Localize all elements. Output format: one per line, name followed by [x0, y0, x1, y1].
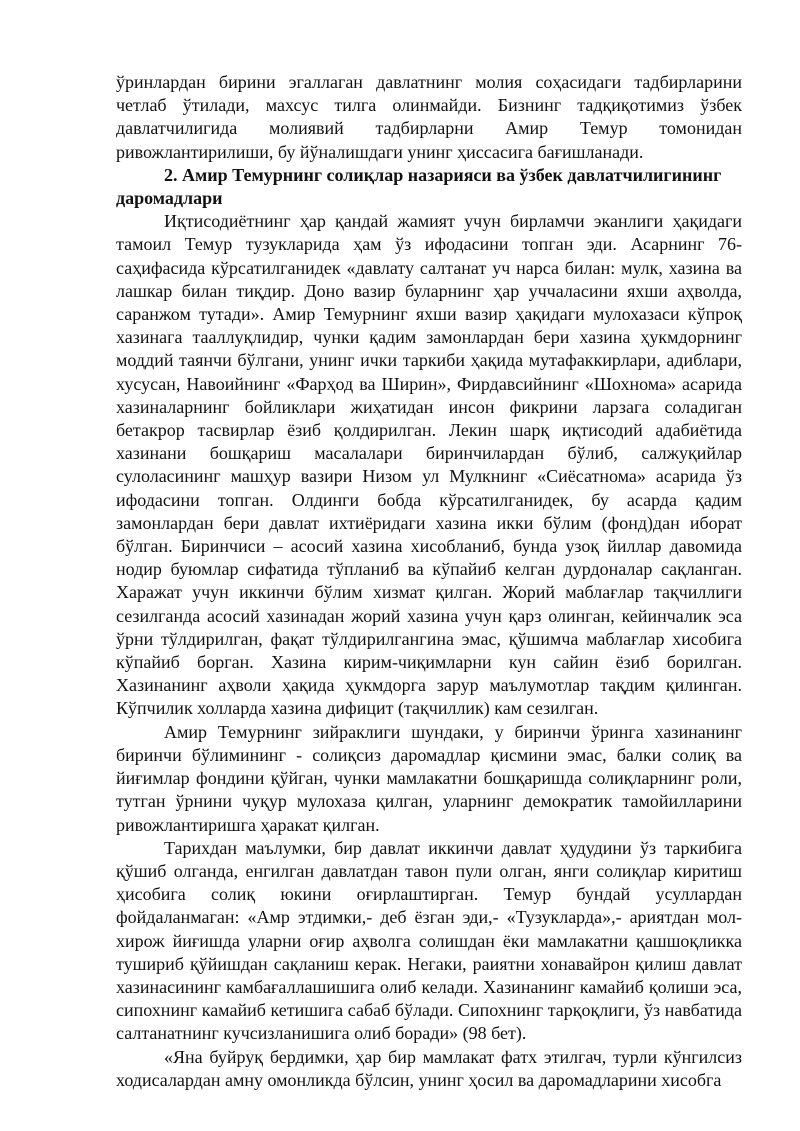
document-page: [116, 71, 742, 1092]
section-heading: 2. Амир Темурнинг солиқлар назарияси ва ўзбек давлатчилигининг даромадлари: [116, 164, 722, 209]
paragraph: Амир Темурнинг зийраклиги шундаки, у биринчи ўринга хазинанинг биринчи бўлимининг - солиқсиз даромадлар қисмини эмас, балки солиқ ва йиғимлар фондини қўйган, чунки мамлакатни бошқаришда солиқларнинг роли, тутган ўрнини чуқур мулохаза қилган, уларнинг демократик тамойилларини ривожлантиришга ҳаракат қилган.: [116, 721, 742, 835]
paragraph: Иқтисодиётнинг ҳар қандай жамият учун бирламчи эканлиги ҳақидаги тамоил Темур тузукларида ҳам ўз ифодасини топган эди. Асарнинг 76-саҳифасида кўрсатилганидек «давлату салтанат уч нарса билан: мулк, хазина ва лашкар билан тиқдир. Доно вазир буларнинг ҳар уччаласини яхши аҳволда, саранжом тутади». Амир Темурнинг яхши вазир ҳақидаги мулохазаси кўпроқ хазинага тааллуқлидир, чунки қадим замонлардан бери хазина ҳукмдорнинг моддий таянчи бўлгани, унинг ички таркиби ҳақида мутафаккирлари, адиблари, хусусан, Навоийнинг «Фарҳод ва Ширин», Фирдавсийнинг «Шохнома» асарида хазиналарнинг бойликлари жиҳатидан инсон фикрини ларзага соладиган бетакрор тасвирлар ёзиб қолдирилган. Лекин шарқ иқтисодий адабиётида хазинани бошқариш масалалари биринчилардан бўлиб, салжуқийлар сулоласининг машҳур вазири Низом ул Мулкнинг «Сиёсатнома» асарида ўз ифодасини топган. Олдинги бобда кўрсатилганидек, бу асарда қадим замонлардан бери давлат ихтиёридаги хазина икки бўлим (фонд)дан иборат бўлган. Биринчиси – асосий хазина хисобланиб, бунда узоқ йиллар давомида нодир буюмлар сифатида тўпланиб ва кўпайиб келган дурдоналар сақланган. Харажат учун иккинчи бўлим хизмат қилган. Жорий маблағлар тақчиллиги сезилганда асосий хазинадан жорий хазина учун қарз олинган, кейинчалик эса ўрни тўлдирилган, фақат тўлдирилгангина эмас, қўшимча маблағлар хисобига кўпайиб борган. Хазина кирим-чиқимларни кун сайин ёзиб борилган. Хазинанинг аҳволи ҳақида ҳукмдорга зарур маълумотлар тақдим қилинган. Кўпчилик холларда хазина дифицит (тақчиллик) кам сезилган.: [116, 211, 742, 719]
paragraph: «Яна буйруқ бердимки, ҳар бир мамлакат фатх этилгач, турли кўнгилсиз ходисалардан амну омонликда бўлсин, унинг ҳосил ва даромадларини хисобга: [116, 1046, 742, 1090]
paragraph: Тарихдан маълумки, бир давлат иккинчи давлат ҳудудини ўз таркибига қўшиб олганда, енгилган давлатдан тавон пули олган, янги солиқлар киритиш ҳисобига солиқ юкини оғирлаштирган. Темур бундай усуллардан фойдаланмаган: «Амр этдимки,- деб ёзган эди,- «Тузукларда»,- ариятдан мол-хирож йиғишда уларни оғир аҳволга солишдан ёки мамлакатни қашшоқликка тушириб қўйишдан сақланиш керак. Негаки, раиятни хонавайрон қилиш давлат хазинасининг камбағаллашишига олиб келади. Хазинанинг камайиб қолиши эса, сипохнинг камайиб кетишига сабаб бўлади. Сипохнинг тарқоқлиги, ўз навбатида салтанатнинг кучсизланишига олиб боради» (98 бет).: [116, 837, 742, 1044]
paragraph-continuation: ўринлардан бирини эгаллаган давлатнинг молия соҳасидаги тадбирларини четлаб ўтилади, махсус тилга олинмайди. Бизнинг тадқиқотимиз ўзбек давлатчилигида молиявий тадбирларни Амир Темур томонидан ривожлантирилиши, бу йўналишдаги унинг ҳиссасига бағишланади.: [116, 72, 742, 162]
